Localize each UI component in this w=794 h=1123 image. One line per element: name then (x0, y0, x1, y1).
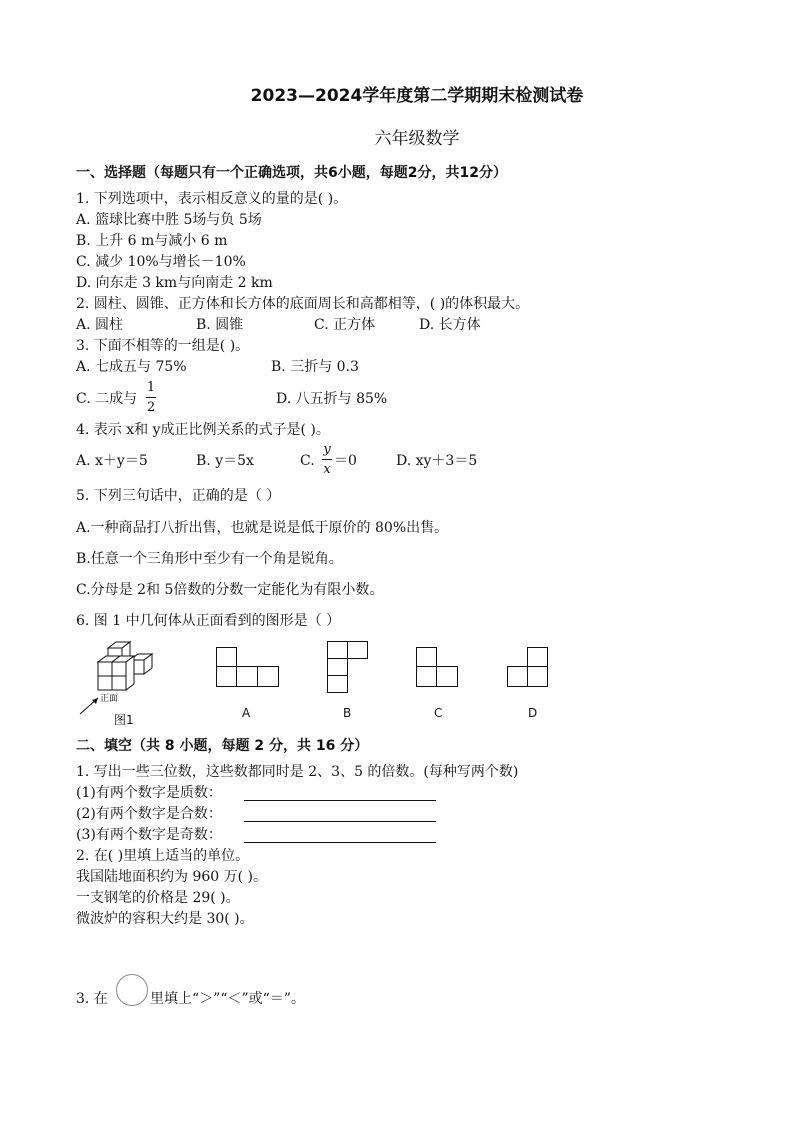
choice-b-label: B (343, 706, 352, 720)
q1-option-c: C. 减少 10%与增长－10% (76, 254, 246, 270)
q4-option-c: C. (300, 453, 315, 469)
fraction-bar (322, 459, 332, 460)
q2-option-b: B. 圆锥 (196, 317, 244, 333)
figure1-cubes-icon (78, 640, 168, 720)
q4-fraction-denominator: x (323, 462, 331, 477)
q3-fraction-numerator: 1 (146, 380, 156, 395)
section1-heading: 一、选择题（每题只有一个正确选项，共6小题，每题2分，共12分） (76, 165, 507, 181)
fraction-bar (146, 397, 156, 398)
compare-circle-icon[interactable] (116, 974, 148, 1006)
q3-option-a: A. 七成五与 75% (76, 359, 187, 375)
answer-blank-2[interactable] (244, 820, 436, 822)
q3-fraction-denominator: 2 (146, 400, 156, 415)
q3-option-c: C. 二成与 (76, 391, 138, 407)
q1-stem: 1. 下列选项中，表示相反意义的量的是( )。 (76, 191, 348, 207)
q5-option-b: B.任意一个三角形中至少有一个角是锐角。 (76, 551, 343, 567)
choice-a-label: A (242, 706, 251, 720)
s2-q3-after: 里填上“＞”“＜”或“＝”。 (150, 991, 305, 1007)
q4-option-d: D. xy＋3＝5 (396, 453, 478, 469)
q3-option-b: B. 三折与 0.3 (271, 359, 359, 375)
choice-c-label: C (434, 706, 443, 720)
q5-stem: 5. 下列三句话中，正确的是（ ） (76, 488, 281, 504)
s2-q2-item-3: 微波炉的容积大约是 30( )。 (76, 911, 254, 927)
q4-stem: 4. 表示 x和 y成正比例关系的式子是( )。 (76, 422, 330, 438)
choice-a-figure (216, 647, 280, 687)
q4-option-b: B. y＝5x (196, 453, 254, 469)
page-title: 2023—2024学年度第二学期期末检测试卷 (250, 86, 584, 106)
q5-option-c: C.分母是 2和 5倍数的分数一定能化为有限小数。 (76, 582, 384, 598)
s2-q2-item-2: 一支钢笔的价格是 29( )。 (76, 890, 240, 906)
q2-option-c: C. 正方体 (314, 317, 376, 333)
q1-option-d: D. 向东走 3 km与向南走 2 km (76, 275, 273, 291)
q4-fraction-numerator: y (323, 442, 331, 457)
choice-b-figure (327, 641, 371, 695)
s2-q2-item-1: 我国陆地面积约为 960 万( )。 (76, 869, 267, 885)
s2-q1-item-1: (1)有两个数字是质数： (76, 785, 222, 801)
q6-stem: 6. 图 1 中几何体从正面看到的图形是（ ） (76, 613, 341, 629)
q2-stem: 2. 圆柱、圆锥、正方体和长方体的底面周长和高都相等，( )的体积最大。 (76, 296, 530, 312)
answer-blank-3[interactable] (244, 841, 436, 843)
q1-option-b: B. 上升 6 m与减小 6 m (76, 233, 228, 249)
q4-option-a: A. x＋y＝5 (76, 453, 148, 469)
q5-option-a: A.一种商品打八折出售，也就是说是低于原价的 80%出售。 (76, 520, 449, 536)
q3-option-d: D. 八五折与 85% (276, 391, 388, 407)
q4-option-c-rhs: ＝0 (334, 453, 357, 469)
s2-q2-stem: 2. 在( )里填上适当的单位。 (76, 848, 250, 864)
q3-fraction (146, 380, 156, 415)
q2-option-d: D. 长方体 (419, 317, 481, 333)
q3-stem: 3. 下面不相等的一组是( )。 (76, 338, 250, 354)
choice-d-figure (507, 647, 551, 687)
q2-option-a: A. 圆柱 (76, 317, 124, 333)
s2-q3-before: 3. 在 (76, 991, 108, 1007)
page-subtitle: 六年级数学 (374, 129, 460, 149)
choice-d-label: D (528, 706, 538, 720)
figure1-label: 图1 (114, 713, 134, 727)
s2-q1-stem: 1. 写出一些三位数，这些数都同时是 2、3、5 的倍数。(每种写两个数) (76, 764, 519, 780)
s2-q1-item-3: (3)有两个数字是奇数： (76, 827, 222, 843)
q4-fraction (322, 442, 332, 477)
s2-q1-item-2: (2)有两个数字是合数： (76, 806, 222, 822)
front-view-label: 正面 (100, 694, 119, 704)
choice-c-figure (416, 647, 460, 687)
q1-option-a: A. 篮球比赛中胜 5场与负 5场 (76, 212, 262, 228)
answer-blank-1[interactable] (244, 799, 436, 801)
section2-heading: 二、填空（共 8 小题，每题 2 分，共 16 分） (76, 738, 369, 754)
